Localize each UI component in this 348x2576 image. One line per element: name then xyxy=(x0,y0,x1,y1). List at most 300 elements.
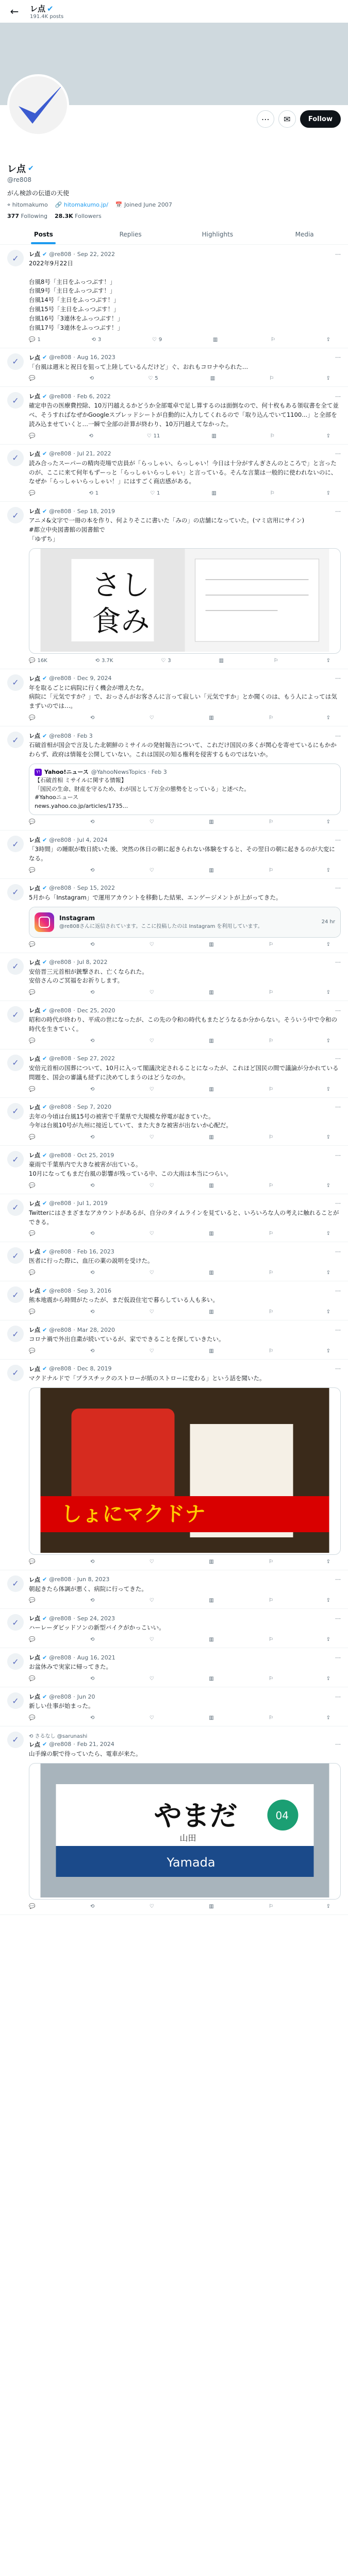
tab-media[interactable]: Media xyxy=(295,231,314,238)
bookmark-button[interactable] xyxy=(269,1637,273,1642)
post-date[interactable]: Dec 8, 2019 xyxy=(77,1365,112,1372)
more-icon[interactable]: ⋯ xyxy=(335,732,341,739)
post-author-name[interactable]: レ点 xyxy=(29,837,40,844)
more-icon[interactable]: ⋯ xyxy=(335,354,341,361)
more-icon[interactable]: ⋯ xyxy=(335,507,341,515)
post-avatar[interactable]: ✓ xyxy=(7,884,24,901)
post-author-name[interactable]: レ点 xyxy=(29,1654,40,1662)
like-button[interactable] xyxy=(150,1231,156,1236)
views-button[interactable] xyxy=(209,1309,216,1315)
post-handle[interactable]: @re808 xyxy=(49,1326,72,1333)
post-handle[interactable]: @re808 xyxy=(49,1151,72,1159)
views-button[interactable] xyxy=(209,1183,216,1189)
views-button[interactable] xyxy=(209,1598,216,1603)
bookmark-button[interactable] xyxy=(269,990,273,995)
avatar[interactable] xyxy=(7,74,69,136)
bookmark-button[interactable] xyxy=(269,1904,273,1909)
more-icon[interactable]: ⋯ xyxy=(335,1200,341,1207)
more-icon[interactable]: ⋯ xyxy=(335,675,341,682)
post[interactable]: ✓ レ点 ✔ @re808 · Dec 25, 2020 ⋯ 昭和の時代が終わり、平成の世になったが、この先の令和の時代もまたどうなるか分からない。そういう中で令和の時代を生きていく。 💬 ⟲ ♡ ▥ ⚐ ⇪ xyxy=(0,1001,348,1049)
bookmark-button[interactable] xyxy=(269,1270,273,1276)
reply-button[interactable] xyxy=(29,1134,37,1140)
views-button[interactable] xyxy=(209,1270,216,1276)
post-avatar[interactable]: ✓ xyxy=(7,1247,24,1264)
share-button[interactable] xyxy=(326,715,330,721)
reply-button[interactable] xyxy=(29,1348,37,1354)
reply-button[interactable] xyxy=(29,433,37,439)
like-button[interactable]: ♡ 3 xyxy=(161,657,171,664)
post-date[interactable]: Jun 20 xyxy=(77,1693,95,1700)
post-handle[interactable]: @re808 xyxy=(49,1007,72,1014)
bookmark-button[interactable] xyxy=(269,1676,273,1682)
post-avatar[interactable]: ✓ xyxy=(7,353,24,370)
retweet-button[interactable] xyxy=(90,1637,96,1642)
post-author-name[interactable]: レ点 xyxy=(29,1615,40,1622)
share-button[interactable] xyxy=(326,868,330,873)
like-button[interactable] xyxy=(150,1637,156,1642)
views-button[interactable] xyxy=(209,1134,216,1140)
post[interactable]: ✓ レ点 ✔ @re808 · Oct 25, 2019 ⋯ 豪雨で千葉県内で大きな被害が出ている。 10月になってもまだ台風の影響が残っている中、この大雨は本当につらい。 💬 ⟲ ♡ ▥ ⚐ ⇪ xyxy=(0,1146,348,1194)
bookmark-button[interactable] xyxy=(269,1715,273,1721)
retweet-button[interactable] xyxy=(90,1270,96,1276)
views-button[interactable] xyxy=(209,1038,216,1044)
post-date[interactable]: Jun 8, 2023 xyxy=(77,1576,110,1583)
reply-button[interactable]: 💬 1 xyxy=(29,336,41,343)
retweet-button[interactable]: ⟲ 1 xyxy=(89,490,99,497)
post-avatar[interactable]: ✓ xyxy=(7,732,24,748)
post-handle[interactable]: @re808 xyxy=(49,1365,72,1372)
more-icon[interactable]: ⋯ xyxy=(335,836,341,843)
share-button[interactable] xyxy=(326,1637,330,1642)
post-avatar[interactable]: ✓ xyxy=(7,392,24,409)
post[interactable]: ✓ レ点 ✔ @re808 · Sep 7, 2020 ⋯ 去年の今頃は台風15号の被害で千葉県で大規模な停電が起きていた。 今年は台風10号が九州に接近していて、また大きな被害が出ないか心配だ。 💬 ⟲ ♡ ▥ ⚐ ⇪ xyxy=(0,1098,348,1146)
post-author-name[interactable]: レ点 xyxy=(29,1287,40,1295)
share-button[interactable] xyxy=(326,1676,330,1682)
tab-replies[interactable]: Replies xyxy=(119,231,142,238)
post-avatar[interactable]: ✓ xyxy=(7,1692,24,1709)
post-handle[interactable]: @re808 xyxy=(49,450,72,457)
like-button[interactable] xyxy=(150,1309,156,1315)
post-author-name[interactable]: レ点 xyxy=(29,1055,40,1062)
post-handle[interactable]: @re808 xyxy=(49,1741,72,1748)
post[interactable]: ✓ レ点 ✔ @re808 · Sep 24, 2023 ⋯ ハーレーダビッドソンの新型バイクがかっこいい。 💬 ⟲ ♡ ▥ ⚐ ⇪ xyxy=(0,1609,348,1648)
post-handle[interactable]: @re808 xyxy=(49,1287,72,1294)
post-date[interactable]: Jul 21, 2022 xyxy=(77,450,111,457)
reply-button[interactable] xyxy=(29,1038,37,1044)
bookmark-button[interactable] xyxy=(269,1559,273,1565)
retweet-button[interactable]: ⟲ 3 xyxy=(91,336,102,343)
back-icon[interactable]: ← xyxy=(10,5,19,18)
post-handle[interactable]: @re808 xyxy=(49,1576,72,1583)
like-button[interactable] xyxy=(150,1087,156,1092)
more-icon[interactable]: ⋯ xyxy=(335,1693,341,1700)
like-button[interactable] xyxy=(150,1715,156,1721)
bookmark-button[interactable] xyxy=(271,337,275,343)
profile-link[interactable]: 🔗 hitomakumo.jp/ xyxy=(55,201,108,208)
post-avatar[interactable]: ✓ xyxy=(7,1006,24,1023)
post-date[interactable]: Sep 22, 2022 xyxy=(77,250,115,258)
views-button[interactable] xyxy=(209,1231,216,1236)
post-avatar[interactable]: ✓ xyxy=(7,674,24,691)
views-button[interactable] xyxy=(209,1087,216,1092)
post-date[interactable]: Aug 16, 2023 xyxy=(77,354,115,361)
post-handle[interactable]: @re808 xyxy=(49,1200,72,1207)
post-avatar[interactable]: ✓ xyxy=(7,507,24,523)
share-button[interactable] xyxy=(326,1348,330,1354)
like-button[interactable] xyxy=(150,868,156,873)
more-icon[interactable]: ⋯ xyxy=(335,1365,341,1372)
like-button[interactable] xyxy=(150,1183,156,1189)
post-author-name[interactable]: レ点 xyxy=(29,959,40,966)
more-icon[interactable]: ⋯ xyxy=(335,1287,341,1294)
post-author-name[interactable]: レ点 xyxy=(29,1200,40,1207)
post[interactable]: ✓ ⟲ さるなし @sarunashi レ点 ✔ @re808 · Feb 21, 2024 ⋯ 山手線の駅で待っていたら、電車が来た。 やまだ 山田 Yamada 04 💬 ⟲ ♡ ▥ ⚐ ⇪ xyxy=(0,1726,348,1915)
followers-count[interactable]: 28.3K Followers xyxy=(54,213,102,219)
post-date[interactable]: Sep 24, 2023 xyxy=(77,1615,115,1622)
post[interactable]: ✓ レ点 ✔ @re808 · Jul 1, 2019 ⋯ Twitterにはさまざまなアカウントがあるが、自分のタイムラインを見ていると、いろいろな人の考えに触れることができる。 💬 ⟲ ♡ ▥ ⚐ ⇪ xyxy=(0,1194,348,1243)
reply-button[interactable] xyxy=(29,1559,37,1565)
post[interactable]: ✓ レ点 ✔ @re808 · Sep 3, 2016 ⋯ 熊本地震から時間がたったが、まだ仮設住宅で暮らしている人も多い。 💬 ⟲ ♡ ▥ ⚐ ⇪ xyxy=(0,1281,348,1320)
retweet-button[interactable] xyxy=(89,433,95,439)
bookmark-button[interactable] xyxy=(270,490,275,496)
more-icon[interactable]: ⋯ xyxy=(335,1007,341,1014)
views-button[interactable] xyxy=(210,376,217,381)
post-date[interactable]: Jul 1, 2019 xyxy=(77,1200,108,1207)
like-button[interactable]: ♡ 5 xyxy=(148,376,158,382)
post[interactable]: ✓ レ点 ✔ @re808 · Dec 9, 2024 ⋯ 年を取るごとに病院に行く機会が増えたな。 病院に「元気ですか？」で、おっさんがお客さんに言って寂しい「元気ですか」とか聞くのは、もう人によっては気まずいのでは…。 💬 ⟲ ♡ ▥ ⚐ ⇪ xyxy=(0,669,348,726)
more-icon[interactable]: ⋯ xyxy=(335,1248,341,1255)
post-handle[interactable]: @re808 xyxy=(49,675,72,682)
share-button[interactable] xyxy=(326,1038,330,1044)
post[interactable]: ✓ レ点 ✔ @re808 · Jul 4, 2024 ⋯ 「3時間」の睡眠が数日続いた後、突然の休日の朝に起きられない体験をすると、その翌日の朝に起きるのが大変になる。 💬 ⟲ ♡ ▥ ⚐ ⇪ xyxy=(0,831,348,879)
post-handle[interactable]: @re808 xyxy=(49,507,72,515)
post-author-name[interactable]: レ点 xyxy=(29,733,40,740)
views-button[interactable] xyxy=(209,1637,216,1642)
more-icon[interactable]: ⋯ xyxy=(335,1576,341,1583)
share-button[interactable] xyxy=(326,990,330,995)
post-author-name[interactable]: レ点 xyxy=(29,508,40,515)
retweet-button[interactable] xyxy=(90,1559,96,1565)
following-count[interactable]: 377 Following xyxy=(7,213,47,219)
bookmark-button[interactable] xyxy=(269,1309,273,1315)
bookmark-button[interactable] xyxy=(269,1598,273,1603)
post[interactable]: ✓ レ点 ✔ @re808 · Jul 8, 2022 ⋯ 安倍晋三元首相が銃撃され、亡くなられた。 安倍さんのご冥福をお祈りします。 💬 ⟲ ♡ ▥ ⚐ ⇪ xyxy=(0,953,348,1002)
post[interactable]: ✓ レ点 ✔ @re808 · Sep 18, 2019 ⋯ アニメ&文字で一冊の本を作り、何よりそこに書いた「みの」の店舗になっていた。(マミ店用にサイン) #都立中央図書館の図書館で 「ゆずち」 さし 食み 💬 16K ⟲ 3.7K ♡ 3 ▥ ⚐ ⇪ xyxy=(0,502,348,669)
post[interactable]: ✓ レ点 ✔ @re808 · Jun 20 ⋯ 新しい仕事が始まった。 💬 ⟲ ♡ ▥ ⚐ ⇪ xyxy=(0,1687,348,1726)
post[interactable]: ✓ レ点 ✔ @re808 · Feb 3 ⋯ 石破首相が国会で言及した北朝鮮のミサイルの発射報告について、これだけ国民の多くが関心を寄せているにもかかわらず、政府は情報を公開していない。これは国民の知る権利を侵害するものではないか。 Y! Yahoo!ニュース @YahooNewsTopics · Feb 3 【石破首相 ミサイルに関する情報】 「国民の生命、財産を守るため、わが国として万全の態勢をとっている」と述べた。 #Yahooニュース news.yahoo.co.jp/articles/1735... 💬 ⟲ ♡ ▥ ⚐ ⇪ xyxy=(0,726,348,831)
share-button[interactable] xyxy=(326,376,330,381)
retweet-button[interactable] xyxy=(90,1904,96,1909)
reply-button[interactable] xyxy=(29,715,37,721)
post-date[interactable]: Feb 21, 2024 xyxy=(77,1741,114,1748)
post[interactable]: ✓ レ点 ✔ @re808 · Sep 27, 2022 ⋯ 安倍元首相の国葬について、10月に入って閣議決定されることになったが、これほど国民の間で議論が分かれている問題を、国会の審議も経ずに決めてしまうのはどうなのか。 💬 ⟲ ♡ ▥ ⚐ ⇪ xyxy=(0,1049,348,1098)
share-button[interactable] xyxy=(326,433,330,439)
share-button[interactable] xyxy=(326,1087,330,1092)
bookmark-button[interactable] xyxy=(269,1348,273,1354)
post-author-name[interactable]: レ点 xyxy=(29,1365,40,1372)
post-author-name[interactable]: レ点 xyxy=(29,251,40,258)
more-icon[interactable]: ⋯ xyxy=(335,250,341,258)
views-button[interactable] xyxy=(209,1904,216,1909)
post-handle[interactable]: @re808 xyxy=(49,393,72,400)
more-icon[interactable]: ⋯ xyxy=(335,393,341,400)
retweet-button[interactable] xyxy=(90,1348,96,1354)
like-button[interactable] xyxy=(150,1904,156,1909)
retweet-button[interactable] xyxy=(90,1183,96,1189)
post[interactable]: ✓ レ点 ✔ @re808 · Feb 16, 2023 ⋯ 医者に行った際に、血圧の薬の説明を受けた。 💬 ⟲ ♡ ▥ ⚐ ⇪ xyxy=(0,1242,348,1281)
views-button[interactable] xyxy=(209,819,216,825)
retweet-button[interactable] xyxy=(90,868,96,873)
like-button[interactable] xyxy=(150,1676,156,1682)
bookmark-button[interactable] xyxy=(270,433,275,439)
like-button[interactable] xyxy=(150,942,156,947)
post-handle[interactable]: @re808 xyxy=(49,250,72,258)
post[interactable]: ✓ レ点 ✔ @re808 · Mar 28, 2020 ⋯ コロナ禍で外出自粛が続いているが、家でできることを探していきたい。 💬 ⟲ ♡ ▥ ⚐ ⇪ xyxy=(0,1320,348,1360)
post-date[interactable]: Jul 4, 2024 xyxy=(77,836,108,843)
tab-posts[interactable]: Posts xyxy=(0,225,87,244)
retweet-button[interactable] xyxy=(90,1676,96,1682)
share-button[interactable] xyxy=(326,337,330,343)
more-icon[interactable]: ⋯ xyxy=(335,1326,341,1333)
post-avatar[interactable]: ✓ xyxy=(7,1103,24,1120)
post-avatar[interactable]: ✓ xyxy=(7,1575,24,1592)
bookmark-button[interactable] xyxy=(269,1038,273,1044)
post-author-name[interactable]: レ点 xyxy=(29,393,40,400)
more-icon[interactable]: ⋯ xyxy=(335,885,341,892)
views-button[interactable] xyxy=(209,715,216,721)
like-button[interactable]: ♡ 1 xyxy=(150,490,160,497)
more-icon[interactable]: ⋯ xyxy=(335,450,341,457)
share-button[interactable] xyxy=(326,1134,330,1140)
views-button[interactable] xyxy=(209,1348,216,1354)
retweet-button[interactable] xyxy=(90,942,96,947)
message-button[interactable]: ✉ xyxy=(278,110,296,128)
post-date[interactable]: Feb 3 xyxy=(77,732,93,739)
post[interactable]: ✓ レ点 ✔ @re808 · Aug 16, 2023 ⋯ 「台風は週末と祝日を狙って上陸しているんだけど」ぐ、おれもコロナやられた… 💬 ⟲ ♡ 5 ▥ ⚐ ⇪ xyxy=(0,348,348,387)
post-author-name[interactable]: レ点 xyxy=(29,1741,40,1748)
share-button[interactable] xyxy=(326,1904,330,1909)
post-date[interactable]: Aug 16, 2021 xyxy=(77,1654,115,1661)
post-author-name[interactable]: レ点 xyxy=(29,1327,40,1333)
post-date[interactable]: Feb 6, 2022 xyxy=(77,393,111,400)
post-date[interactable]: Jul 8, 2022 xyxy=(77,959,108,966)
bookmark-button[interactable] xyxy=(269,1134,273,1140)
like-button[interactable] xyxy=(150,990,156,995)
post-avatar[interactable]: ✓ xyxy=(7,1732,24,1748)
post-author-name[interactable]: レ点 xyxy=(29,450,40,457)
reply-button[interactable] xyxy=(29,1904,37,1909)
reply-button[interactable] xyxy=(29,1183,37,1189)
reply-button[interactable] xyxy=(29,819,37,825)
post-handle[interactable]: @re808 xyxy=(49,959,72,966)
tab-highlights[interactable]: Highlights xyxy=(202,231,234,238)
post-author-name[interactable]: レ点 xyxy=(29,1152,40,1159)
bookmark-button[interactable] xyxy=(269,1087,273,1092)
post-media[interactable] xyxy=(29,548,341,654)
post-avatar[interactable]: ✓ xyxy=(7,450,24,466)
retweet-button[interactable] xyxy=(90,1309,96,1315)
more-options-button[interactable]: ⋯ xyxy=(257,110,274,128)
post[interactable]: ✓ レ点 ✔ @re808 · Jun 8, 2023 ⋯ 朝起きたら体調が悪く、病院に行ってきた。 💬 ⟲ ♡ ▥ ⚐ ⇪ xyxy=(0,1570,348,1609)
post-author-name[interactable]: レ点 xyxy=(29,1576,40,1583)
follow-button[interactable]: Follow xyxy=(300,110,341,128)
retweet-button[interactable] xyxy=(90,1134,96,1140)
reply-button[interactable] xyxy=(29,1676,37,1682)
post-date[interactable]: Sep 27, 2022 xyxy=(77,1055,115,1062)
share-button[interactable] xyxy=(326,658,330,664)
post-avatar[interactable]: ✓ xyxy=(7,250,24,266)
bookmark-button[interactable] xyxy=(269,376,274,381)
reply-button[interactable] xyxy=(29,490,37,496)
like-button[interactable] xyxy=(150,1559,156,1565)
more-icon[interactable]: ⋯ xyxy=(335,1741,341,1748)
more-icon[interactable]: ⋯ xyxy=(335,1104,341,1110)
post-handle[interactable]: @re808 xyxy=(49,1693,72,1700)
views-button[interactable] xyxy=(213,337,220,343)
retweet-button[interactable] xyxy=(90,376,96,381)
post-avatar[interactable]: ✓ xyxy=(7,1653,24,1670)
bookmark-button[interactable] xyxy=(269,1231,273,1236)
post-date[interactable]: Oct 25, 2019 xyxy=(77,1151,114,1159)
bookmark-button[interactable] xyxy=(269,868,273,873)
views-button[interactable] xyxy=(209,942,216,947)
views-button[interactable] xyxy=(209,1715,216,1721)
post-media[interactable] xyxy=(29,1387,341,1555)
post-handle[interactable]: @re808 xyxy=(49,354,72,361)
more-icon[interactable]: ⋯ xyxy=(335,1055,341,1062)
reply-button[interactable] xyxy=(29,1231,37,1236)
like-button[interactable] xyxy=(150,1270,156,1276)
more-icon[interactable]: ⋯ xyxy=(335,1151,341,1159)
post-author-name[interactable]: レ点 xyxy=(29,885,40,892)
retweet-button[interactable] xyxy=(90,990,96,995)
post-media[interactable] xyxy=(29,1763,341,1900)
views-button[interactable] xyxy=(209,1676,216,1682)
post-author-name[interactable]: レ点 xyxy=(29,1007,40,1014)
retweet-button[interactable] xyxy=(90,715,96,721)
link-card[interactable]: Instagram @re808さんに返信されています。ここに投稿したのは Instagram を利用しています。 24 hr xyxy=(29,907,341,938)
post-handle[interactable]: @re808 xyxy=(49,1104,72,1110)
more-icon[interactable]: ⋯ xyxy=(335,1615,341,1622)
share-button[interactable] xyxy=(326,1309,330,1315)
post-date[interactable]: Sep 7, 2020 xyxy=(77,1104,111,1110)
more-icon[interactable]: ⋯ xyxy=(335,959,341,966)
retweet-button[interactable] xyxy=(90,1231,96,1236)
post[interactable]: ✓ レ点 ✔ @re808 · Dec 8, 2019 ⋯ マクドナルドで「プラスチックのストローが紙のストローに変わる」という話を聞いた。 しょにマクドナ 💬 ⟲ ♡ ▥ ⚐ ⇪ xyxy=(0,1360,348,1570)
post-avatar[interactable]: ✓ xyxy=(7,1326,24,1342)
share-button[interactable] xyxy=(326,1231,330,1236)
post-handle[interactable]: @re808 xyxy=(49,836,72,843)
post[interactable]: ✓ レ点 ✔ @re808 · Sep 15, 2022 ⋯ 5月から「Instagram」で運用アカウントを移動した結果、エンゲージメントが上がってきた。 Instagram @re808さんに返信されています。ここに投稿したのは Instagram を利用しています。 24 hr 💬 ⟲ ♡ ▥ ⚐ ⇪ xyxy=(0,879,348,953)
post[interactable]: ✓ レ点 ✔ @re808 · Aug 16, 2021 ⋯ お盆休みで実家に帰ってきた。 💬 ⟲ ♡ ▥ ⚐ ⇪ xyxy=(0,1648,348,1687)
post-handle[interactable]: @re808 xyxy=(49,732,72,739)
share-button[interactable] xyxy=(326,1559,330,1565)
post-handle[interactable]: @re808 xyxy=(49,1654,72,1661)
post-handle[interactable]: @re808 xyxy=(49,885,72,892)
retweet-button[interactable]: ⟲ 3.7K xyxy=(95,657,113,664)
bookmark-button[interactable] xyxy=(269,819,273,825)
like-button[interactable] xyxy=(150,1348,156,1354)
like-button[interactable]: ♡ 11 xyxy=(146,433,160,439)
post[interactable]: ✓ レ点 ✔ @re808 · Jul 21, 2022 ⋯ 読み合ったスーパーの精肉売場で店員が「らっしゃい、らっしゃい！今日は十分がすんぎさんのところで」と言ったのが、ここに来て何年もずーっと「らっしゃいらっしゃい」と言っている。そんな言葉は一般的に使われないのに、なぜか「らっしゃいらっしゃい！」にはすごく商店感がある。 💬 ⟲ 1 ♡ 1 ▥ ⚐ ⇪ xyxy=(0,445,348,502)
like-button[interactable] xyxy=(150,715,156,721)
reply-button[interactable] xyxy=(29,868,37,873)
share-button[interactable] xyxy=(326,1715,330,1721)
post-avatar[interactable]: ✓ xyxy=(7,1614,24,1631)
views-button[interactable] xyxy=(211,490,218,496)
like-button[interactable] xyxy=(150,1134,156,1140)
post-handle[interactable]: @re808 xyxy=(49,1248,72,1255)
views-button[interactable] xyxy=(209,990,216,995)
like-button[interactable] xyxy=(150,1038,156,1044)
reply-button[interactable] xyxy=(29,1598,37,1603)
reply-button[interactable]: 💬 16K xyxy=(29,657,47,664)
bookmark-button[interactable] xyxy=(269,1183,273,1189)
post-handle[interactable]: @re808 xyxy=(49,1615,72,1622)
post-avatar[interactable]: ✓ xyxy=(7,1286,24,1303)
post-author-name[interactable]: レ点 xyxy=(29,675,40,682)
post-handle[interactable]: @re808 xyxy=(49,1055,72,1062)
like-button[interactable] xyxy=(150,1598,156,1603)
retweet-button[interactable] xyxy=(90,1715,96,1721)
quote-post[interactable]: Y! Yahoo!ニュース @YahooNewsTopics · Feb 3 【石破首相 ミサイルに関する情報】 「国民の生命、財産を守るため、わが国として万全の態勢をとっている」と述べた。 #Yahooニュース news.yahoo.co.jp/articles/1735... xyxy=(29,764,341,816)
share-button[interactable] xyxy=(326,819,330,825)
post-date[interactable]: Dec 9, 2024 xyxy=(77,675,112,682)
reply-button[interactable] xyxy=(29,990,37,995)
post-avatar[interactable]: ✓ xyxy=(7,1055,24,1071)
post[interactable]: ✓ レ点 ✔ @re808 · Feb 6, 2022 ⋯ 確定申告の医療費控除、10万円越えるかどうか全部電卓で足し算するのは面倒なので、何十枚もある領収書を全て並べ、そうすればなぜかGoogleスプレッドシートが自動的に入力してくれるので「取り込んでいて1100...」と全部を読み込ませていくと…一瞬で全部の計算が終わり、10万円越えてなかった。 💬 ⟲ ♡ 11 ▥ ⚐ ⇪ xyxy=(0,387,348,444)
bookmark-button[interactable] xyxy=(269,715,273,721)
post-author-name[interactable]: レ点 xyxy=(29,354,40,361)
like-button[interactable] xyxy=(150,819,156,825)
share-button[interactable] xyxy=(326,942,330,947)
reply-button[interactable] xyxy=(29,1270,37,1276)
retweet-button[interactable] xyxy=(90,1598,96,1603)
post-author-name[interactable]: レ点 xyxy=(29,1104,40,1111)
post-date[interactable]: Sep 3, 2016 xyxy=(77,1287,111,1294)
share-button[interactable] xyxy=(326,1270,330,1276)
views-button[interactable] xyxy=(211,433,218,439)
post-avatar[interactable]: ✓ xyxy=(7,1151,24,1167)
post-avatar[interactable]: ✓ xyxy=(7,1199,24,1216)
reply-button[interactable] xyxy=(29,1637,37,1642)
post-date[interactable]: Dec 25, 2020 xyxy=(77,1007,115,1014)
reply-button[interactable] xyxy=(29,1087,37,1092)
views-button[interactable] xyxy=(209,868,216,873)
retweet-button[interactable] xyxy=(90,819,96,825)
views-button[interactable] xyxy=(219,658,225,664)
share-button[interactable] xyxy=(326,1598,330,1603)
post-date[interactable]: Sep 18, 2019 xyxy=(77,507,115,515)
post-date[interactable]: Mar 28, 2020 xyxy=(77,1326,115,1333)
post-author-name[interactable]: レ点 xyxy=(29,1693,40,1701)
bookmark-button[interactable] xyxy=(269,942,273,947)
post[interactable]: ✓ レ点 ✔ @re808 · Sep 22, 2022 ⋯ 2022年9月22日 台風8号「主日をふっつぶす！」 台風9号「主日をふっつぶす！」 台風14号「主日をふっつぶす！」 台風15号「主日をふっつぶす！」 台風16号「3連休をふっつぶす！」 台風17号「3連休をふっつぶす！」 💬 1 ⟲ 3 ♡ 9 ▥ ⚐ ⇪ xyxy=(0,245,348,348)
post-avatar[interactable]: ✓ xyxy=(7,958,24,975)
post-author-name[interactable]: レ点 xyxy=(29,1248,40,1256)
like-button[interactable]: ♡ 9 xyxy=(152,336,162,343)
reply-button[interactable] xyxy=(29,376,37,381)
reply-button[interactable] xyxy=(29,1309,37,1315)
bookmark-button[interactable] xyxy=(274,658,278,664)
post-date[interactable]: Sep 15, 2022 xyxy=(77,885,115,892)
more-icon[interactable]: ⋯ xyxy=(335,1654,341,1661)
reply-button[interactable] xyxy=(29,942,37,947)
retweet-button[interactable] xyxy=(90,1038,96,1044)
views-button[interactable] xyxy=(209,1559,216,1565)
retweet-button[interactable] xyxy=(90,1087,96,1092)
share-button[interactable] xyxy=(326,1183,330,1189)
